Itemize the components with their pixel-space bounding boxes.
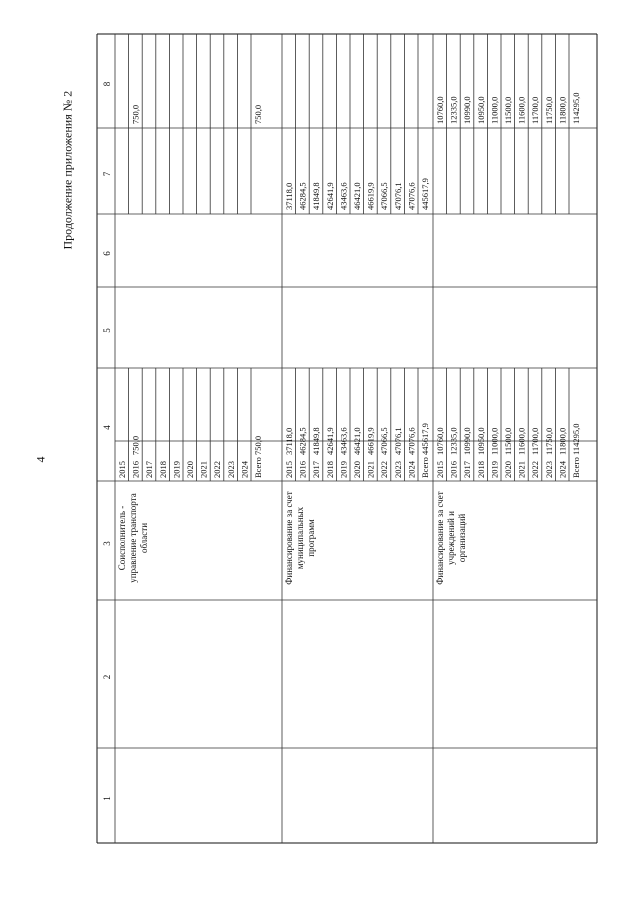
section-label: Соисполнитель -	[117, 505, 127, 571]
year-cell: 2018	[157, 461, 168, 478]
year-cell: 2022	[212, 461, 223, 478]
col4-value: 37118,0	[284, 427, 294, 455]
year-cell: 2021	[365, 461, 376, 478]
column-number: 8	[102, 81, 112, 87]
section-label: управление транспорта	[128, 493, 138, 583]
page-number: 4	[33, 456, 48, 463]
year-cell: 2017	[311, 461, 322, 478]
year-cell: 2022	[379, 461, 390, 478]
col7-value: 41849,8	[311, 182, 322, 210]
col8-value: 11600,0	[516, 96, 527, 124]
col7-value: 46619,9	[365, 182, 376, 210]
year-cell: 2019	[171, 461, 182, 478]
col4-value: 10950,0	[475, 427, 486, 455]
col4-value: 47076,1	[392, 427, 403, 455]
col8-value: 10760,0	[435, 96, 445, 124]
year-cell: 2022	[530, 461, 541, 478]
year-cell: 2019	[338, 461, 349, 478]
col8-value: 11000,0	[489, 96, 500, 124]
year-cell: 2015	[117, 461, 127, 478]
col4-value: 12335,0	[448, 427, 459, 455]
column-number: 1	[102, 796, 112, 801]
year-cell: 2020	[185, 461, 195, 478]
col4-value: 750,0	[130, 435, 141, 455]
col8-value: 10950,0	[475, 96, 486, 124]
col4-value: 47066,5	[379, 427, 390, 455]
col8-value: 11700,0	[530, 96, 541, 124]
year-cell: 2021	[198, 461, 209, 478]
column-number: 7	[102, 171, 112, 177]
col8-value: 11800,0	[557, 96, 568, 124]
col7-value: 445617,9	[420, 178, 430, 210]
col4-value: 47076,6	[406, 427, 417, 455]
col4-value: 445617,9	[420, 423, 430, 455]
year-cell: 2023	[225, 461, 236, 478]
year-cell: 2024	[557, 461, 568, 478]
year-cell: 2015	[284, 461, 294, 478]
total-label: Всего	[253, 457, 263, 478]
col4-value: 11800,0	[557, 427, 568, 455]
col4-value: 11600,0	[516, 427, 527, 455]
col4-value: 11500,0	[503, 427, 513, 455]
column-number: 2	[102, 674, 112, 680]
section-label: Финансирование за счет	[284, 491, 294, 585]
column-number: 4	[102, 425, 112, 430]
year-cell: 2019	[489, 460, 500, 478]
col4-value: 41849,8	[311, 427, 322, 455]
col4-value: 11000,0	[489, 427, 500, 455]
col7-value: 46284,5	[297, 182, 308, 210]
col4-value: 114295,0	[571, 423, 581, 455]
col4-value: 46421,0	[352, 427, 362, 455]
year-cell: 2017	[462, 461, 473, 478]
year-cell: 2023	[543, 461, 554, 478]
col8-value: 750,0	[130, 104, 141, 124]
col8-value: 11750,0	[543, 96, 554, 124]
col7-value: 47066,5	[379, 182, 390, 210]
col4-value: 43463,6	[338, 427, 349, 455]
col7-value: 42641,9	[324, 182, 335, 210]
column-number: 3	[102, 541, 112, 546]
year-cell: 2015	[435, 461, 445, 478]
col4-value: 46284,5	[297, 427, 308, 455]
col4-value: 10760,0	[435, 427, 445, 455]
col7-value: 47076,6	[406, 182, 417, 210]
col4-value: 11750,0	[543, 427, 554, 455]
col8-value: 750,0	[253, 104, 263, 124]
page-title: Продолжение приложения № 2	[60, 90, 75, 250]
column-number: 6	[102, 251, 112, 256]
year-cell: 2021	[516, 461, 527, 478]
year-cell: 2018	[324, 461, 335, 478]
total-label: Всего	[420, 457, 430, 478]
col4-value: 11700,0	[530, 427, 541, 455]
year-cell: 2016	[448, 461, 459, 478]
col7-value: 46421,0	[352, 182, 362, 210]
col8-value: 12335,0	[448, 96, 459, 124]
col7-value: 47076,1	[392, 182, 403, 210]
col8-value: 114295,0	[571, 92, 581, 124]
year-cell: 2016	[130, 461, 141, 478]
year-cell: 2020	[503, 461, 513, 478]
section-label: учреждений и	[446, 511, 456, 565]
col4-value: 42641,9	[324, 427, 335, 455]
section-label: области	[139, 522, 149, 554]
col4-value: 46619,9	[365, 427, 376, 455]
year-cell: 2017	[144, 461, 155, 478]
year-cell: 2016	[297, 461, 308, 478]
col4-value: 10990,0	[462, 427, 473, 455]
section-label: организаций	[457, 513, 467, 563]
year-cell: 2018	[475, 461, 486, 478]
col7-value: 43463,6	[338, 182, 349, 210]
year-cell: 2020	[352, 461, 362, 478]
section-label: программ	[306, 519, 316, 557]
column-number: 5	[102, 328, 112, 333]
year-cell: 2023	[392, 461, 403, 478]
col4-value: 750,0	[253, 435, 263, 455]
section-label: муниципальных	[295, 506, 305, 570]
col8-value: 10990,0	[462, 96, 473, 124]
col7-value: 37118,0	[284, 182, 294, 210]
total-label: Всего	[571, 457, 581, 478]
year-cell: 2024	[406, 461, 417, 478]
col8-value: 11500,0	[503, 96, 513, 124]
section-label: Финансирование за счет	[435, 491, 445, 585]
year-cell: 2024	[239, 461, 250, 478]
